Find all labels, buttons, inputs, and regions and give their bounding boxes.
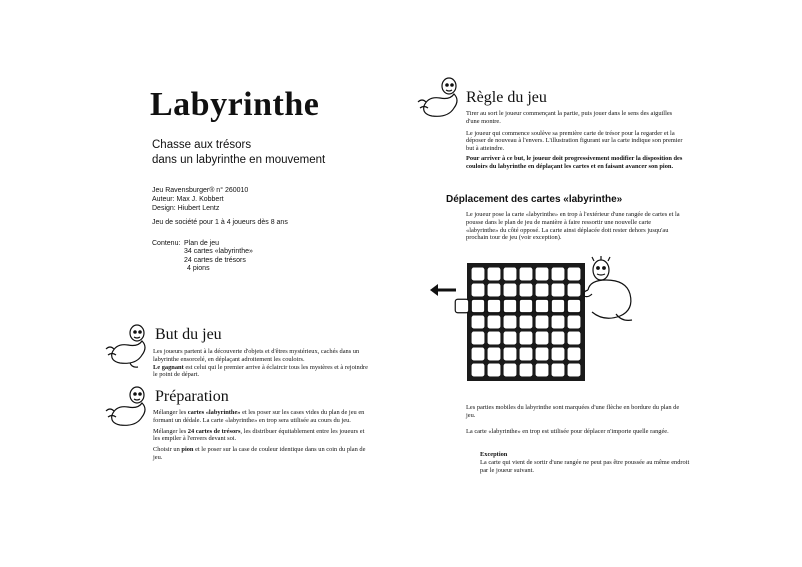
- labyrinth-tile: [551, 331, 565, 345]
- labyrinth-tile: [487, 347, 501, 361]
- section-heading-deplacement: Déplacement des cartes «labyrinthe»: [446, 194, 623, 205]
- exception-text: La carte qui vient de sortir d'une rangée ne peut pas être poussée au même endroit par le joueur suivant.: [480, 458, 690, 474]
- labyrinth-tile: [503, 331, 517, 345]
- exception-block: [480, 451, 690, 474]
- labyrinth-board: [455, 263, 585, 381]
- credits: [152, 186, 288, 227]
- regle-paragraph: Tirer au sort le joueur commençant la partie, puis jouer dans le sens des aiguilles d'une montre.: [466, 110, 673, 125]
- labyrinth-tile: [503, 283, 517, 297]
- arrow-left-icon: [430, 284, 456, 296]
- but-bold: Le gagnant: [153, 363, 184, 371]
- labyrinth-tile: [535, 363, 549, 377]
- labyrinth-tile: [471, 347, 485, 361]
- mascot-pushing-icon: [584, 256, 633, 320]
- designer: Design: Hiubert Lentz: [152, 205, 220, 212]
- contents-item: 34 cartes «labyrinthe»: [184, 248, 253, 256]
- regle-paragraph: Le joueur qui commence soulève sa première carte de trésor pour la regarder et la déposer de nouveau à l'envers. L'illustration figurant sur la carte indique son premier but à atteindre.: [466, 129, 683, 153]
- section-heading-but: But du jeu: [155, 326, 222, 343]
- deplacement-text: Le joueur pose la carte «labyrinthe» en trop à l'extérieur d'une rangée de cartes et la pousse dans le plan de jeu de manière à faire ressortir une nouvelle carte «labyrinthe» du côté opposé. La carte ainsi déplacée doit rester dehors jusqu'au prochain tour de jeu (voir exception).: [466, 211, 680, 242]
- labyrinth-tile: [503, 347, 517, 361]
- mascot-icon: [416, 76, 464, 124]
- labyrinth-tile: [567, 299, 581, 313]
- labyrinth-tile: [471, 283, 485, 297]
- labyrinth-tile: [551, 267, 565, 281]
- labyrinth-tile: [503, 315, 517, 329]
- labyrinth-tile: [551, 283, 565, 297]
- labyrinth-tile: [567, 347, 581, 361]
- labyrinth-tile: [535, 283, 549, 297]
- labyrinth-tile: [519, 299, 533, 313]
- labyrinth-tile: [487, 315, 501, 329]
- labyrinth-tile: [471, 267, 485, 281]
- mascot-icon: [104, 323, 152, 371]
- players-info: Jeu de société pour 1 à 4 joueurs dès 8 ans: [152, 219, 288, 226]
- labyrinth-tile: [487, 267, 501, 281]
- labyrinth-tile: [487, 299, 501, 313]
- product-number: Jeu Ravensburger® n° 260010: [152, 187, 249, 194]
- labyrinth-tile: [551, 315, 565, 329]
- labyrinth-tile: [567, 363, 581, 377]
- labyrinth-tile: [535, 299, 549, 313]
- section-heading-regle: Règle du jeu: [466, 89, 547, 106]
- section-heading-preparation: Préparation: [155, 388, 229, 405]
- contents-item: 4 pions: [187, 264, 210, 272]
- labyrinth-tile: [519, 315, 533, 329]
- extra-card-note: La carte «labyrinthe» en trop est utilisée pour déplacer n'importe quelle rangée.: [466, 428, 669, 435]
- labyrinth-tile: [455, 299, 469, 313]
- subtitle-line-2: dans un labyrinthe en mouvement: [152, 154, 326, 166]
- labyrinth-tile: [567, 283, 581, 297]
- labyrinth-tile: [535, 267, 549, 281]
- labyrinth-tile: [535, 347, 549, 361]
- regle-paragraph-bold: Pour arriver à ce but, le joueur doit progressivement modifier la disposition des couloirs du labyrinthe en déplaçant les cartes et en faisant avancer son pion.: [466, 154, 683, 170]
- contents-list: [152, 240, 253, 273]
- author: Auteur: Max J. Kobbert: [152, 196, 224, 203]
- but-text-2: est celui qui le premier arrive à éclaircir tous les mystères et à rejoindre le point de départ.: [153, 363, 368, 379]
- mobile-parts-note: Les parties mobiles du labyrinthe sont marquées d'une flèche en bordure du plan de jeu.: [466, 404, 680, 419]
- labyrinth-tile: [567, 331, 581, 345]
- mascot-icon: [104, 385, 152, 433]
- labyrinth-tile: [535, 331, 549, 345]
- labyrinth-tile: [471, 299, 485, 313]
- labyrinth-tile: [503, 363, 517, 377]
- labyrinth-tile: [519, 331, 533, 345]
- labyrinth-tile: [487, 331, 501, 345]
- contents-item: Plan de jeu: [184, 240, 220, 247]
- regle-text: [466, 110, 684, 171]
- labyrinth-board-illustration: [428, 256, 652, 386]
- labyrinth-tile: [551, 299, 565, 313]
- but-text: Les joueurs partent à la découverte d'objets et d'êtres mystérieux, cachés dans un labyrinthe ensorcelé, en déplaçant adroitement les couloirs.: [153, 348, 360, 363]
- labyrinth-tile: [519, 267, 533, 281]
- game-title: Labyrinthe: [150, 86, 320, 123]
- labyrinth-tile: [519, 347, 533, 361]
- exception-heading: Exception: [480, 451, 508, 458]
- labyrinth-tile: [503, 299, 517, 313]
- labyrinth-tile: [471, 331, 485, 345]
- labyrinth-tile: [567, 315, 581, 329]
- labyrinth-tile: [487, 283, 501, 297]
- labyrinth-tile: [551, 347, 565, 361]
- labyrinth-tile: [535, 315, 549, 329]
- labyrinth-tile: [567, 267, 581, 281]
- subtitle-line-1: Chasse aux trésors: [152, 139, 252, 151]
- labyrinth-tile: [487, 363, 501, 377]
- contents-label: Contenu:: [152, 240, 181, 247]
- labyrinth-tile: [519, 283, 533, 297]
- labyrinth-tile: [503, 267, 517, 281]
- but-paragraph: [153, 348, 373, 379]
- preparation-text: Mélanger les cartes «labyrinthe» et les poser sur les cases vides du plan de jeu en formant un dédale. La carte «labyrinthe» en trop sera utilisée au cours du jeu. Mélanger les 24 cartes de trésors, les distribuer équitablement entre les joueurs et les empiler à l'envers devant soi. Choisir un pion et le poser sur la case de couleur identique dans un coin du plan de jeu.: [153, 409, 366, 461]
- labyrinth-tile: [551, 363, 565, 377]
- labyrinth-tile: [471, 315, 485, 329]
- labyrinth-tile: [471, 363, 485, 377]
- subtitle: [152, 138, 325, 168]
- labyrinth-tile: [519, 363, 533, 377]
- contents-item: 24 cartes de trésors: [184, 256, 246, 264]
